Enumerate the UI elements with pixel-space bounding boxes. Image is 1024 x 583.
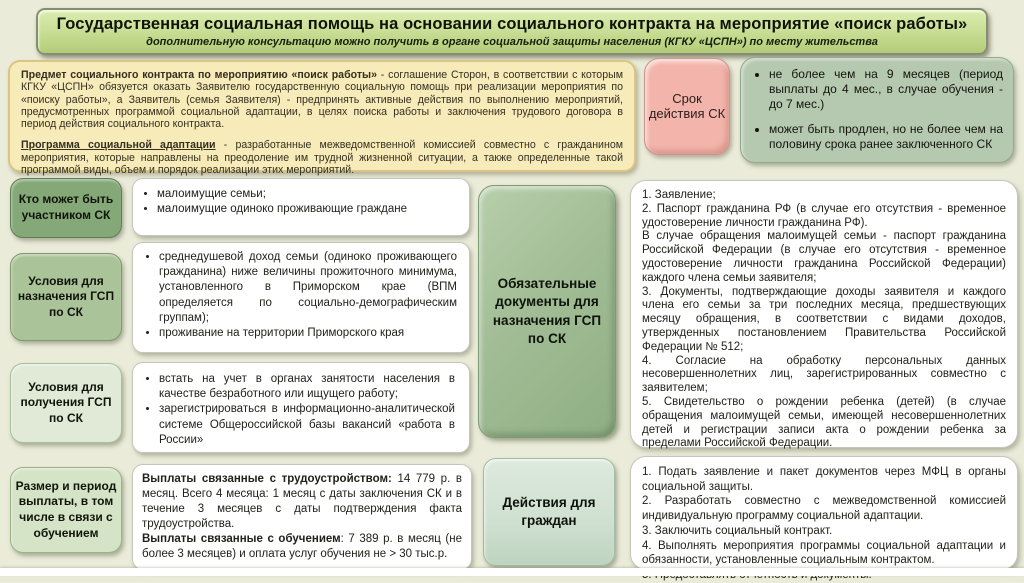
action-item: 1. Подать заявление и пакет документов через МФЦ в органы социальной защиты. [642, 466, 1006, 493]
employment-payments-paragraph [142, 472, 462, 532]
duration-bullet-list [747, 67, 1003, 152]
slide-bottom-edge [0, 568, 1024, 576]
assignment-conditions-label-box [10, 253, 122, 341]
adaptation-program-definition: - разработанные межведомственной комиссией совместно с гражданином мероприятия, которые направлены на преодоление им трудной жизненной ситуации, а также определенные такой программой виды, объем и порядок реализации этих мероприятий. [21, 139, 623, 176]
action-item: 2. Разработать совместно с межведомственной комиссией индивидуальную программу социальной адаптации. [642, 495, 1006, 523]
receiving-conditions-content-box [132, 362, 470, 453]
payments-content-box [132, 464, 472, 570]
assignment-conditions-label: Условия для назначения ГСП по СК [17, 273, 115, 319]
action-item: 4. Выполнять мероприятия программы социальной адаптации и обязанности, установленные социальным контрактом. [642, 539, 1006, 567]
document-item: 3. Документы, подтверждающие доходы заявителя и каждого члена его семьи за три последних месяца, предшествующих месяцу обращения, в соответствии с видами доходов, утвержденных постановлением Правительства Российской Федерации № 512; [642, 285, 1006, 353]
assignment-conditions-content-box [132, 242, 470, 353]
duration-label: Срок действия СК [648, 90, 726, 121]
adaptation-program-term: Программа социальной адаптации [21, 139, 216, 152]
document-item: 1. Заявление; [642, 189, 716, 201]
employment-payments-lead: Выплаты связанные с трудоустройством: [142, 473, 392, 485]
training-payments-text: : 7 389 р. в месяц (не более 3 месяцев) и оплата услуг обучения не > 30 тыс.р. [142, 532, 463, 560]
list-item: • малоимущие семьи; [157, 187, 459, 202]
document-item: 5. Свидетельство о рождении ребенка (детей) (в случае обращения малоимущей семьи, имеющей несовершеннолетних детей и регистрации записи акта о рождении ребенка за пределами Российской Федерации. [642, 395, 1006, 450]
page-title: Государственная социальная помощь на основании социального контракта на мероприятие «поиск работы» [56, 15, 968, 33]
receiving-conditions-bullet-list [139, 372, 455, 448]
duration-details-box [740, 57, 1014, 163]
payments-label: Размер и период выплаты, в том числе в связи с обучением [15, 478, 117, 540]
contract-subject-note [8, 60, 636, 176]
participants-content-box [132, 178, 470, 236]
list-item: • не более чем на 9 месяцев (период выплаты до 4 мес., в случае обучения - до 7 мес.) [769, 67, 1003, 111]
action-item: 3. Заключить социальный контракт. [642, 524, 833, 537]
document-item: 2. Паспорт гражданина РФ (в случае его отсутствия - временное удостоверение личности гражданина РФ). [642, 202, 1006, 229]
training-payments-lead: Выплаты связанные с обучением [142, 532, 341, 545]
training-payments-paragraph [142, 532, 462, 562]
adaptation-program-paragraph [21, 139, 623, 176]
duration-label-box [644, 58, 730, 155]
documents-label-box [478, 185, 616, 438]
participants-bullet-list [137, 187, 459, 217]
employment-payments-text: 14 779 р. в месяц. Всего 4 месяца: 1 месяц с даты заключения СК и в течение 3 месяцев с даты подтверждения факта трудоустройства. [142, 473, 463, 530]
assignment-conditions-bullet-list [139, 250, 457, 341]
list-item: • может быть продлен, но не более чем на половину срока ранее заключенного СК [769, 122, 1003, 152]
payments-label-box [10, 467, 122, 553]
list-item: • проживание на территории Приморского края [159, 326, 457, 341]
list-item: • среднедушевой доход семьи (одиноко проживающего гражданина) ниже величины прожиточного минимума, установленного в Приморском крае (ВПМ определяется по социально-демографическим группам); [159, 250, 457, 326]
actions-content-box [630, 456, 1018, 570]
list-item: • зарегистрироваться в информационно-аналитической системе Общероссийской базы вакансий «работа в России» [159, 402, 455, 448]
documents-content-box [630, 180, 1018, 448]
participants-label: Кто может быть участником СК [18, 192, 114, 222]
document-item: 4. Согласие на обработку персональных данных несовершеннолетних лиц, зарегистрированных совместно с заявителем; [642, 354, 1006, 395]
contract-subject-term: Предмет социального контракта по мероприятию «поиск работы» [21, 69, 377, 81]
page-subtitle: дополнительную консультацию можно получить в органе социальной защиты населения (КГКУ «ЦСПН») по месту жительства [146, 36, 878, 48]
slide-header [36, 8, 988, 55]
receiving-conditions-label-box [10, 363, 122, 443]
contract-subject-paragraph [21, 69, 623, 130]
document-item: В случае обращения малоимущей семьи - паспорт гражданина Российской Федерации (в случае его отсутствия - временное удостоверение личности гражданина Российской Федерации) каждого члена семьи заявителя; [642, 230, 1006, 284]
actions-label: Действия для граждан [502, 495, 596, 528]
actions-label-box [483, 458, 615, 566]
participants-label-box [10, 178, 122, 238]
list-item: • малоимущие одиноко проживающие граждане [157, 202, 459, 217]
list-item: • встать на учет в органах занятости населения в качестве безработного или ищущего работу; [159, 372, 455, 402]
receiving-conditions-label: Условия для получения ГСП по СК [20, 379, 112, 425]
contract-subject-definition: - соглашение Сторон, в соответствии с которым КГКУ «ЦСПН» обязуется оказать Заявителю государственную социальную помощь при реализации мероприятия по «поиску работы», а Заявитель (семья Заявителя) - предпринять активные действия по выполнению мероприятий, предусмотренных программой социальной адаптации, в целях поиска работы и заключения трудового договора в период действия социального контракта. [21, 69, 623, 131]
documents-label: Обязательные документы для назначения ГСП по СК [492, 276, 602, 346]
